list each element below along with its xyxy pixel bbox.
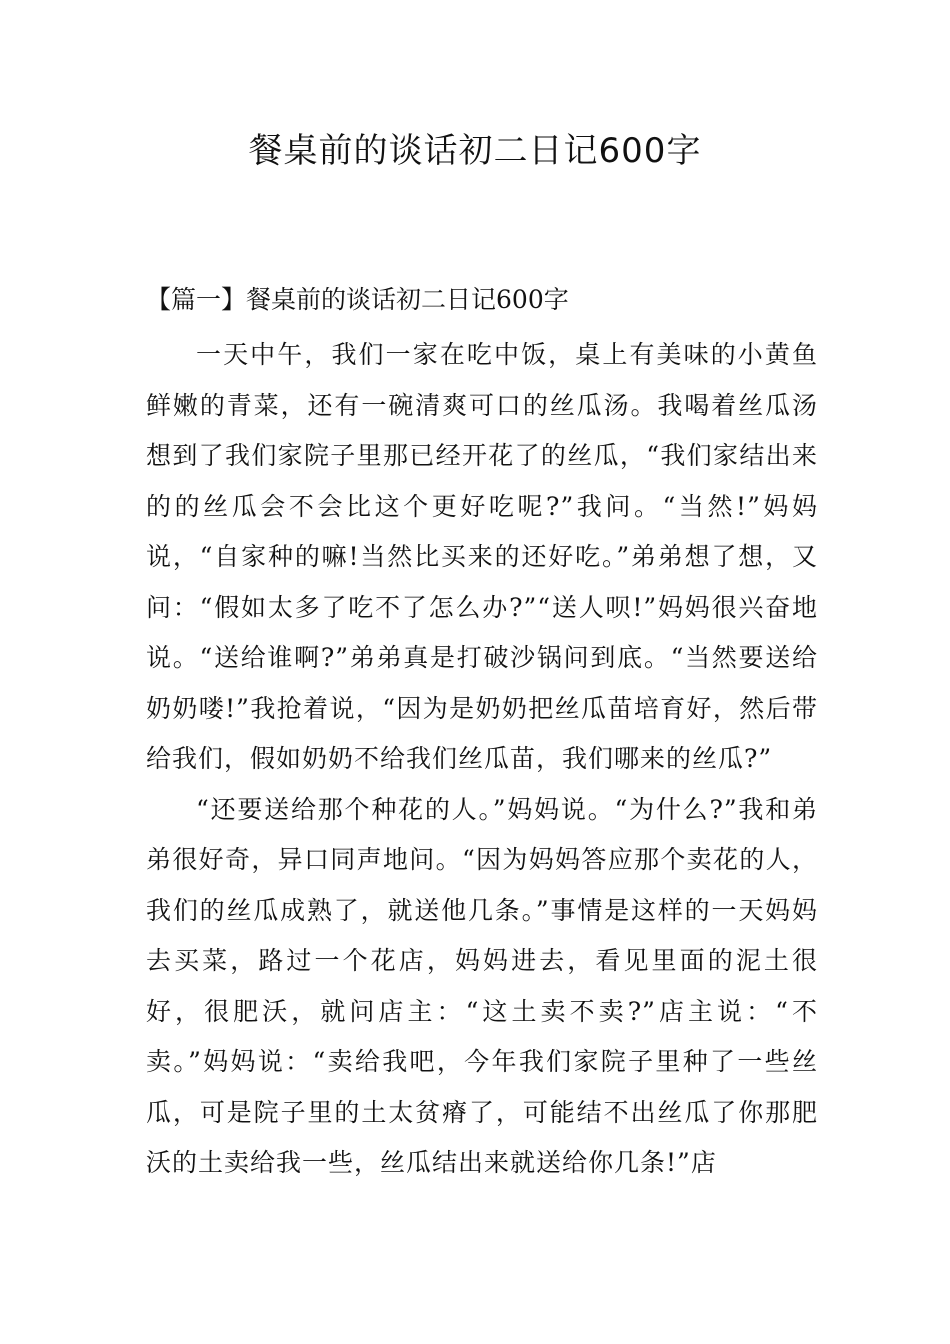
section-heading: 【篇一】餐桌前的谈话初二日记600字 — [146, 285, 569, 314]
paragraph-2: “还要送给那个种花的人。”妈妈说。“为什么?”我和弟弟很好奇，异口同声地问。“因为妈妈答应那个卖花的人，我们的丝瓜成熟了，就送他几条。”事情是这样的一天妈妈去买菜，路过一个花店，妈妈进去，看见里面的泥土很好，很肥沃，就问店主：“这土卖不卖?”店主说：“不卖。”妈妈说：“卖给我吧，今年我们家院子里种了一些丝瓜，可是院子里的土太贫瘠了，可能结不出丝瓜了你那肥沃的土卖给我一些，丝瓜结出来就送给你几条!”店 — [146, 794, 818, 1177]
body-text — [146, 330, 818, 1189]
document-title: 餐桌前的谈话初二日记600字 — [248, 131, 702, 171]
paragraph-1: 一天中午，我们一家在吃中饭，桌上有美味的小黄鱼鲜嫩的青菜，还有一碗清爽可口的丝瓜汤。我喝着丝瓜汤想到了我们家院子里那已经开花了的丝瓜，“我们家结出来的的丝瓜会不会比这个更好吃呢?”我问。“当然!”妈妈说，“自家种的嘛!当然比买来的还好吃。”弟弟想了想，又问：“假如太多了吃不了怎么办?”“送人呗!”妈妈很兴奋地说。“送给谁啊?”弟弟真是打破沙锅问到底。“当然要送给奶奶喽!”我抢着说，“因为是奶奶把丝瓜苗培育好，然后带给我们，假如奶奶不给我们丝瓜苗，我们哪来的丝瓜?” — [146, 340, 818, 773]
